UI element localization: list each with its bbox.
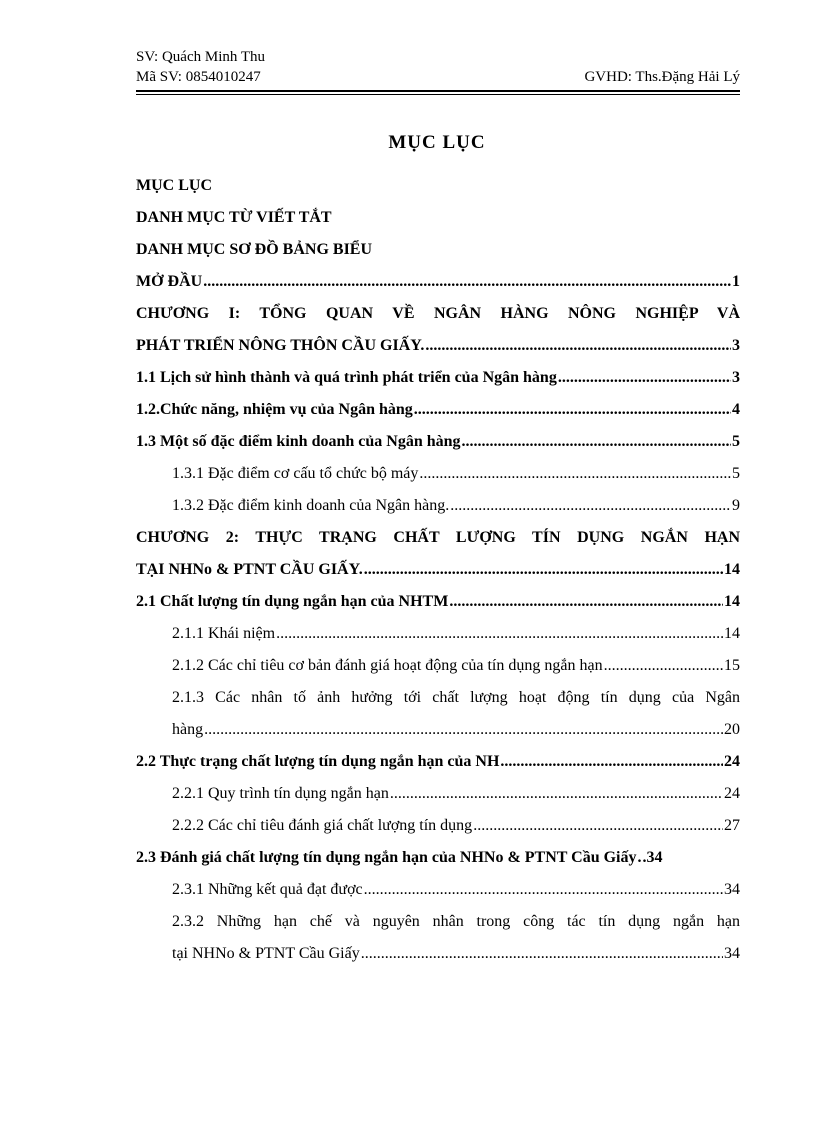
leader-dots: [450, 490, 731, 522]
toc-entry-intro[interactable]: MỞ ĐẦU ..... 1: [136, 266, 740, 298]
page-number: 14: [724, 625, 740, 642]
student-name: SV: Quách Minh Thu: [136, 49, 266, 65]
toc-entry-2-2-1[interactable]: 2.2.1 Quy trình tín dụng ngắn hạn ..... 24: [136, 778, 740, 810]
toc-entry-1-3[interactable]: 1.3 Một số đặc điểm kinh doanh của Ngân hàng ..... 5: [136, 426, 740, 458]
toc-entry-2-2-2[interactable]: 2.2.2 Các chỉ tiêu đánh giá chất lượng tín dụng ..... 27: [136, 810, 740, 842]
header-rule-thick: [136, 90, 740, 92]
leader-dots: [449, 586, 723, 618]
toc-entry-2-3-1[interactable]: 2.3.1 Những kết quả đạt được ..... 34: [136, 874, 740, 906]
page-number: 24: [724, 753, 740, 770]
page-number: 14: [724, 561, 740, 578]
toc-entry-2-1-1[interactable]: 2.1.1 Khái niệm ..... 14: [136, 618, 740, 650]
toc-entry-1-1[interactable]: 1.1 Lịch sử hình thành và quá trình phát triển của Ngân hàng ..... 3: [136, 362, 740, 394]
page-number: 3: [732, 369, 740, 386]
page-number: 5: [732, 465, 740, 482]
page-number: 5: [732, 433, 740, 450]
toc-entry-abbreviations[interactable]: DANH MỤC TỪ VIẾT TẮT: [136, 209, 332, 226]
page-number: 34: [724, 945, 740, 962]
leader-dots: [638, 842, 642, 874]
toc-entry-2-1[interactable]: 2.1 Chất lượng tín dụng ngắn hạn của NHTM ..... 14: [136, 586, 740, 618]
toc-entry-1-3-2[interactable]: 1.3.2 Đặc điểm kinh doanh của Ngân hàng. ..... 9: [136, 490, 740, 522]
student-id: Mã SV: 0854010247: [136, 69, 261, 85]
page-header: [136, 47, 740, 87]
page-number: 15: [724, 657, 740, 674]
toc-entry-2-3-2-line-1[interactable]: 2.3.2 Những hạn chế và nguyên nhân trong công tác tín dụng ngắn hạn: [172, 913, 740, 930]
page-number: 34: [724, 881, 740, 898]
toc-entry-1-3-1[interactable]: 1.3.1 Đặc điểm cơ cấu tổ chức bộ máy ..... 5: [136, 458, 740, 490]
leader-dots: [473, 810, 723, 842]
toc-entry-1-2[interactable]: 1.2.Chức năng, nhiệm vụ của Ngân hàng ..... 4: [136, 394, 740, 426]
toc-entry-2-3-2-line-2[interactable]: tại NHNo & PTNT Cầu Giấy ..... 34: [136, 938, 740, 970]
leader-dots: [276, 618, 723, 650]
toc-entry-figures[interactable]: DANH MỤC SƠ ĐỒ BẢNG BIỂU: [136, 241, 373, 258]
toc-entry-2-1-3-line-2[interactable]: hàng ..... 20: [136, 714, 740, 746]
header-row-2: [136, 67, 740, 87]
supervisor: GVHD: Ths.Đặng Hải Lý: [584, 69, 740, 85]
leader-dots: [364, 554, 723, 586]
leader-dots: [361, 938, 723, 970]
toc-entry-2-2[interactable]: 2.2 Thực trạng chất lượng tín dụng ngắn hạn của NH ..... 24: [136, 746, 740, 778]
leader-dots: [203, 266, 731, 298]
toc-entry-muc-luc[interactable]: MỤC LỤC: [136, 177, 212, 194]
page-number: 14: [724, 593, 740, 610]
leader-dots: [364, 874, 723, 906]
page-number: 4: [732, 401, 740, 418]
page-number: 1: [732, 273, 740, 290]
page-number: 9: [732, 497, 740, 514]
toc-entry-2-1-3-line-1[interactable]: 2.1.3 Các nhân tố ảnh hưởng tới chất lượng hoạt động tín dụng của Ngân: [172, 689, 740, 706]
header-rule-thin: [136, 94, 740, 95]
leader-dots: [558, 362, 731, 394]
leader-dots: [390, 778, 723, 810]
leader-dots: [500, 746, 723, 778]
page-number: 3: [732, 337, 740, 354]
page-number: 24: [724, 785, 740, 802]
page-title: MỤC LỤC: [388, 132, 486, 153]
toc-entry-chapter-2-line-1[interactable]: CHƯƠNG 2: THỰC TRẠNG CHẤT LƯỢNG TÍN DỤNG NGẮN HẠN: [136, 529, 740, 546]
leader-dots: [204, 714, 723, 746]
leader-dots: [462, 426, 731, 458]
header-row-1: [136, 47, 740, 67]
toc-entry-2-3[interactable]: 2.3 Đánh giá chất lượng tín dụng ngắn hạn của NHNo & PTNT Cầu Giấy ..... .34: [136, 842, 740, 874]
toc-entry-chapter-2-line-2[interactable]: TẠI NHNo & PTNT CẦU GIẤY. ..... 14: [136, 554, 740, 586]
page-number: 20: [724, 721, 740, 738]
page-number: .34: [642, 849, 663, 866]
leader-dots: [419, 458, 731, 490]
table-of-contents: [136, 170, 740, 970]
page-number: 27: [724, 817, 740, 834]
toc-entry-2-1-2[interactable]: 2.1.2 Các chỉ tiêu cơ bản đánh giá hoạt động của tín dụng ngắn hạn ..... 15: [136, 650, 740, 682]
leader-dots: [425, 330, 731, 362]
toc-entry-chapter-1-line-1[interactable]: CHƯƠNG I: TỔNG QUAN VỀ NGÂN HÀNG NÔNG NGHIỆP VÀ: [136, 305, 740, 322]
leader-dots: [414, 394, 731, 426]
leader-dots: [604, 650, 723, 682]
toc-entry-chapter-1-line-2[interactable]: PHÁT TRIỂN NÔNG THÔN CẦU GIẤY. ..... 3: [136, 330, 740, 362]
